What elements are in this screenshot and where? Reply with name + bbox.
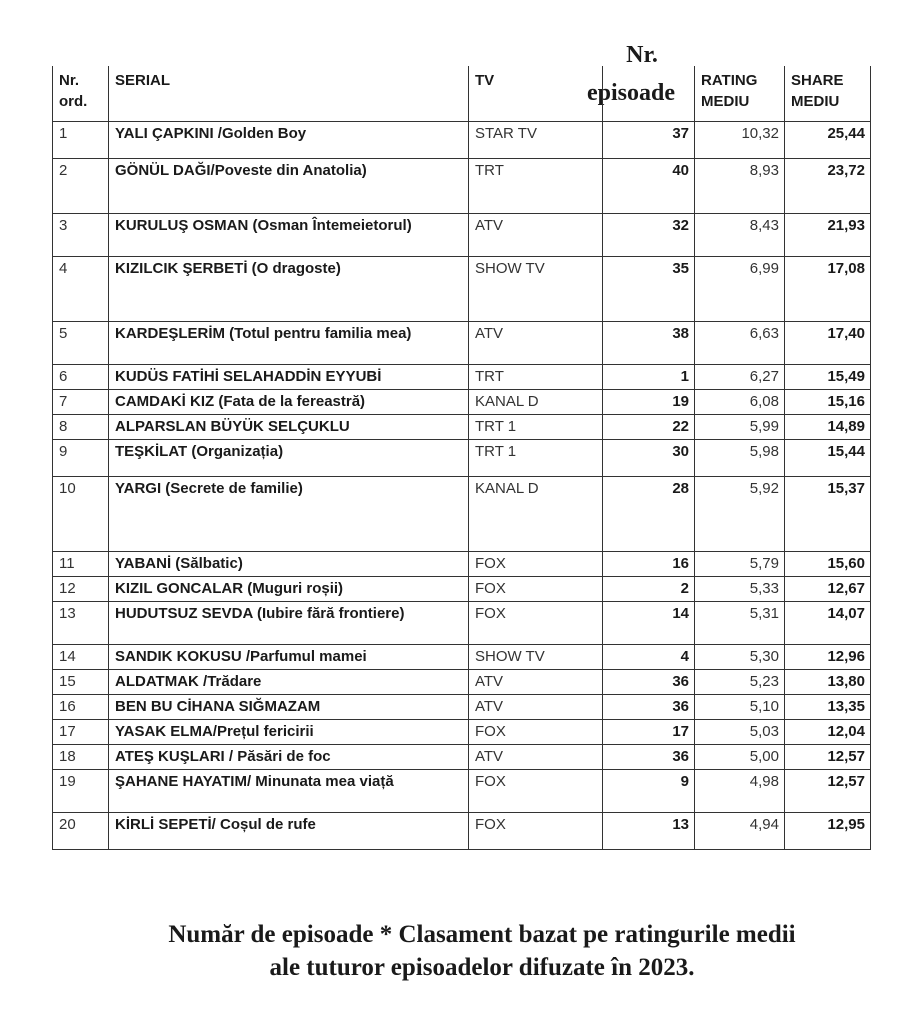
table-row (53, 552, 871, 577)
series-name: YASAK ELMA/Prețul fericirii (109, 720, 469, 745)
row-number: 4 (53, 257, 109, 322)
tv-channel: KANAL D (469, 390, 603, 415)
tv-channel: TRT 1 (469, 415, 603, 440)
row-number: 2 (53, 159, 109, 214)
row-number: 14 (53, 645, 109, 670)
table-row (53, 645, 871, 670)
average-rating: 5,10 (695, 695, 785, 720)
average-share: 13,35 (785, 695, 871, 720)
series-name: CAMDAKİ KIZ (Fata de la fereastră) (109, 390, 469, 415)
tv-channel: TRT (469, 159, 603, 214)
episode-count: 36 (603, 745, 695, 770)
average-rating: 5,03 (695, 720, 785, 745)
tv-channel: ATV (469, 322, 603, 365)
header-rating: RATING MEDIU (695, 66, 785, 122)
table-row (53, 257, 871, 322)
series-name: YALI ÇAPKINI /Golden Boy (109, 122, 469, 159)
row-number: 3 (53, 214, 109, 257)
tv-channel: SHOW TV (469, 645, 603, 670)
average-rating: 5,30 (695, 645, 785, 670)
tv-channel: ATV (469, 670, 603, 695)
average-share: 15,44 (785, 440, 871, 477)
tv-channel: FOX (469, 813, 603, 850)
average-share: 12,96 (785, 645, 871, 670)
average-share: 15,49 (785, 365, 871, 390)
header-share: SHARE MEDIU (785, 66, 871, 122)
average-rating: 6,99 (695, 257, 785, 322)
average-rating: 8,93 (695, 159, 785, 214)
table-row (53, 477, 871, 552)
episodes-title-line2: episoade (586, 80, 675, 106)
table-row (53, 720, 871, 745)
row-number: 10 (53, 477, 109, 552)
row-number: 13 (53, 602, 109, 645)
series-name: KIZIL GONCALAR (Muguri roșii) (109, 577, 469, 602)
episode-count: 14 (603, 602, 695, 645)
header-nr-ord: Nr. ord. (53, 66, 109, 122)
row-number: 12 (53, 577, 109, 602)
series-name: KIZILCIK ŞERBETİ (O dragoste) (109, 257, 469, 322)
series-name: GÖNÜL DAĞI/Poveste din Anatolia) (109, 159, 469, 214)
episode-count: 16 (603, 552, 695, 577)
footnote-line1: Număr de episoade * Clasament bazat pe ratingurile medii (168, 921, 796, 948)
row-number: 11 (53, 552, 109, 577)
table-row (53, 159, 871, 214)
episode-count: 1 (603, 365, 695, 390)
row-number: 18 (53, 745, 109, 770)
tv-channel: TRT 1 (469, 440, 603, 477)
header-tv: TV (469, 66, 603, 122)
row-number: 16 (53, 695, 109, 720)
average-rating: 5,00 (695, 745, 785, 770)
average-rating: 5,31 (695, 602, 785, 645)
average-share: 15,16 (785, 390, 871, 415)
tv-channel: FOX (469, 577, 603, 602)
average-rating: 6,27 (695, 365, 785, 390)
series-name: YABANİ (Sălbatic) (109, 552, 469, 577)
episode-count: 22 (603, 415, 695, 440)
episode-count: 13 (603, 813, 695, 850)
average-rating: 4,94 (695, 813, 785, 850)
tv-channel: FOX (469, 770, 603, 813)
header-serial: SERIAL (109, 66, 469, 122)
episode-count: 40 (603, 159, 695, 214)
table-row (53, 214, 871, 257)
table-row (53, 670, 871, 695)
average-rating: 10,32 (695, 122, 785, 159)
average-share: 23,72 (785, 159, 871, 214)
average-share: 14,07 (785, 602, 871, 645)
average-share: 17,08 (785, 257, 871, 322)
series-name: KİRLİ SEPETİ/ Coșul de rufe (109, 813, 469, 850)
tv-channel: STAR TV (469, 122, 603, 159)
average-share: 17,40 (785, 322, 871, 365)
table-row (53, 415, 871, 440)
average-share: 25,44 (785, 122, 871, 159)
table-row (53, 322, 871, 365)
table-row (53, 813, 871, 850)
series-name: KURULUŞ OSMAN (Osman Întemeietorul) (109, 214, 469, 257)
episode-count: 36 (603, 695, 695, 720)
series-name: ATEŞ KUŞLARI / Păsări de foc (109, 745, 469, 770)
row-number: 5 (53, 322, 109, 365)
average-share: 15,37 (785, 477, 871, 552)
average-rating: 5,98 (695, 440, 785, 477)
header-episodes (603, 66, 695, 122)
table-row (53, 365, 871, 390)
table-row (53, 122, 871, 159)
series-name: TEŞKİLAT (Organizația) (109, 440, 469, 477)
average-share: 13,80 (785, 670, 871, 695)
tv-channel: ATV (469, 745, 603, 770)
table-row (53, 745, 871, 770)
average-rating: 6,08 (695, 390, 785, 415)
series-name: KARDEŞLERİM (Totul pentru familia mea) (109, 322, 469, 365)
episode-count: 19 (603, 390, 695, 415)
tv-channel: ATV (469, 214, 603, 257)
average-rating: 4,98 (695, 770, 785, 813)
average-share: 12,57 (785, 770, 871, 813)
ratings-table (52, 66, 871, 850)
average-share: 21,93 (785, 214, 871, 257)
average-share: 12,57 (785, 745, 871, 770)
table-row (53, 602, 871, 645)
average-share: 12,95 (785, 813, 871, 850)
episode-count: 37 (603, 122, 695, 159)
tv-channel: FOX (469, 552, 603, 577)
table-row (53, 770, 871, 813)
table-row (53, 577, 871, 602)
episode-count: 28 (603, 477, 695, 552)
average-rating: 5,92 (695, 477, 785, 552)
average-rating: 5,23 (695, 670, 785, 695)
series-name: BEN BU CİHANA SIĞMAZAM (109, 695, 469, 720)
table-row (53, 390, 871, 415)
average-share: 12,67 (785, 577, 871, 602)
footnote-line2: ale tuturor episoadelor difuzate în 2023. (269, 954, 695, 981)
tv-channel: FOX (469, 602, 603, 645)
series-name: KUDÜS FATİHİ SELAHADDİN EYYUBİ (109, 365, 469, 390)
row-number: 15 (53, 670, 109, 695)
tv-channel: SHOW TV (469, 257, 603, 322)
row-number: 1 (53, 122, 109, 159)
table-row (53, 695, 871, 720)
episode-count: 38 (603, 322, 695, 365)
average-share: 12,04 (785, 720, 871, 745)
table-body (53, 122, 871, 850)
episodes-title-line1: Nr. (626, 42, 658, 68)
episode-count: 35 (603, 257, 695, 322)
average-rating: 5,99 (695, 415, 785, 440)
episode-count: 2 (603, 577, 695, 602)
table-row (53, 440, 871, 477)
row-number: 8 (53, 415, 109, 440)
episode-count: 30 (603, 440, 695, 477)
series-name: ALDATMAK /Trădare (109, 670, 469, 695)
footnote (40, 918, 924, 984)
tv-channel: KANAL D (469, 477, 603, 552)
average-rating: 5,79 (695, 552, 785, 577)
episode-count: 4 (603, 645, 695, 670)
row-number: 9 (53, 440, 109, 477)
episode-count: 9 (603, 770, 695, 813)
row-number: 20 (53, 813, 109, 850)
average-share: 14,89 (785, 415, 871, 440)
series-name: HUDUTSUZ SEVDA (Iubire fără frontiere) (109, 602, 469, 645)
series-name: YARGI (Secrete de familie) (109, 477, 469, 552)
average-rating: 6,63 (695, 322, 785, 365)
tv-channel: ATV (469, 695, 603, 720)
series-name: SANDIK KOKUSU /Parfumul mamei (109, 645, 469, 670)
average-share: 15,60 (785, 552, 871, 577)
tv-channel: FOX (469, 720, 603, 745)
series-name: ŞAHANE HAYATIM/ Minunata mea viață (109, 770, 469, 813)
tv-channel: TRT (469, 365, 603, 390)
episode-count: 17 (603, 720, 695, 745)
row-number: 19 (53, 770, 109, 813)
series-name: ALPARSLAN BÜYÜK SELÇUKLU (109, 415, 469, 440)
episode-count: 32 (603, 214, 695, 257)
row-number: 17 (53, 720, 109, 745)
average-rating: 8,43 (695, 214, 785, 257)
table-header-row (53, 66, 871, 122)
episode-count: 36 (603, 670, 695, 695)
row-number: 6 (53, 365, 109, 390)
row-number: 7 (53, 390, 109, 415)
average-rating: 5,33 (695, 577, 785, 602)
